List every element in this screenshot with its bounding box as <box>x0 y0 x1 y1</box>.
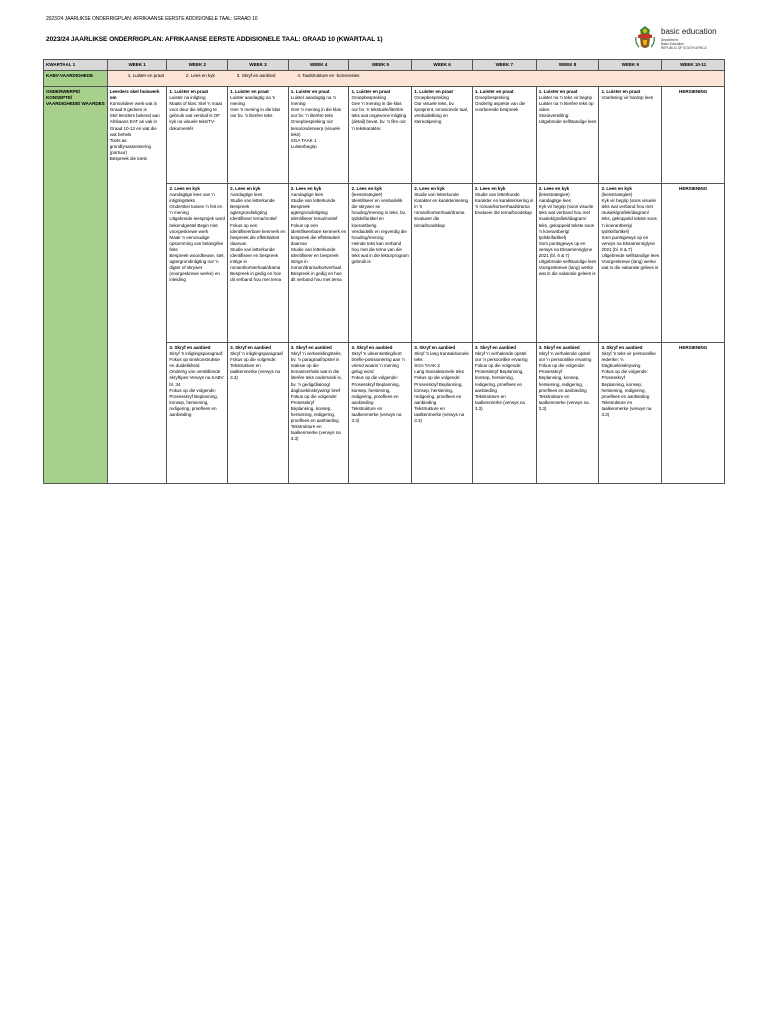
cell-heading: 2. Lees en kyk <box>230 186 261 191</box>
cell-line: Bespreek agtergrondinligting <box>230 204 267 216</box>
cell-line: Karakter en karakterisering in 'n roman/kortverhaal/drama <box>414 198 469 216</box>
table-cell <box>536 184 599 343</box>
cell-line: Fokus op die volgende: Prosesskryf <box>601 369 648 381</box>
column-header: WEEK 4 <box>288 60 349 71</box>
cell-line: Groepbespreking <box>351 95 386 101</box>
table-cell <box>349 343 412 484</box>
cell-line: Groepbespreking <box>414 95 449 101</box>
cell-line: Fokus op die volgende: <box>290 393 338 399</box>
cell-heading: Leerders skel huiswerk om <box>109 89 160 101</box>
table-cell <box>599 87 662 184</box>
cell-line: Tekstrukture en taalkenmerke (verwys na 3.3) <box>414 405 465 424</box>
cell-line: Som puntsgewys op en verwys na Eksamenriglyne 2021 (bl. 6 & 7) <box>538 240 593 259</box>
cell-line: Tekstrukture en taalkenmerke (verwys na 3.3) <box>290 424 341 442</box>
cell-line: Studie van letterkunde <box>414 192 459 198</box>
cell-heading: 3. Skryf en aanbied <box>414 345 456 350</box>
cell-line: Beplanning, konsep, hersiening, redigering, proeflees en aanbieding <box>290 405 339 424</box>
revision-cell <box>662 87 725 184</box>
cell-line: Groepbespreking <box>474 95 510 101</box>
logo-subtext: Department: Basic Education REPUBLIC OF SOUTH AFRICA <box>661 38 707 50</box>
cell-line: Beplanning, konsep, hersiening, redigering, proeflees en aanbieding <box>538 375 587 393</box>
cell-line: Gee 'n mening in die klas oor bv. 'n literêre teks <box>290 107 341 119</box>
cell-line: Groepbespreking oor tema/onderwerp (visuele teks) <box>290 119 340 137</box>
table-cell <box>228 343 289 484</box>
cell-line: Skryf 'n teks vir persoonlike redenke: 'n Dagboekinskrywing <box>601 351 656 369</box>
cell-line: Evalueer die tema/boodskap <box>414 216 445 228</box>
cell-heading: 2. Lees en kyk <box>474 186 506 191</box>
cell-heading: 1. Luister en praat <box>474 89 514 94</box>
cell-line: Konsolideer werk wat in Graad 9 gedoen is <box>109 101 158 113</box>
cell-line: Skryf 'n inligtingsparagraaf: Fokus op sinskonstruksie en duidelikheid <box>169 351 224 369</box>
cell-line: (leesstrategieë) <box>601 192 633 198</box>
cell-line: Kyk vir begrip (soos visuele teks wat verband hou met musiek/grafiek/diagram/ teks, gekoppeld tekste soos 'n koerantberig/ tydskrifartikel) <box>601 198 657 234</box>
table-cell <box>349 184 412 343</box>
revision-cell <box>662 184 725 343</box>
table-cell <box>167 184 228 343</box>
cell-heading: 3. Skryf en aanbied <box>290 345 332 350</box>
cell-line: Fokus op een identifiseerbare kenmerk en bespreek die effektiwiteit daarvan <box>230 222 286 246</box>
cell-line: Onderskei tussen 'n feit en 'n mening <box>169 204 223 216</box>
skill-item: 3. Skryf en aanbied <box>236 73 276 78</box>
cell-line: Storievertelling: <box>538 113 570 119</box>
cell-line: Fokus op die volgende: Prosesskryf Beplanning, konsep, hersiening, redigering, proeflees en aanbieding <box>169 387 218 418</box>
cell-line: Luister na 'n teks vir begrip <box>538 95 592 101</box>
table-cell <box>412 184 473 343</box>
cell-line: Verduidelik en regverdig die houding/mening <box>351 228 407 240</box>
cell-line: Aandagtige lees van 'n inligtingsteks <box>169 192 215 204</box>
cell-line: Karakter en karakterisering in 'n roman/kortverhaal/drama <box>474 198 534 210</box>
cell-heading: 1. Luister en praat <box>169 89 209 94</box>
cell-line: Tekstrukture en taalkenmerke (verwys na 3.3) <box>351 405 402 424</box>
cell-line: (leesstrategieë) <box>538 192 570 198</box>
cell-line: Skryf 'n verhalende opstel oor 'n persoonlike ervaring <box>474 351 528 363</box>
column-header: WEEK 9 <box>599 60 662 71</box>
cell-line: Luister aandagtig na 'n mening <box>290 95 336 107</box>
cell-heading: 3. Skryf en aanbied <box>230 345 272 350</box>
cell-line: Prosesskryf <box>290 399 315 405</box>
cell-heading: HERSIENING <box>679 89 708 94</box>
cell-line: Fokus op die volgende: Prosesskryf Beplanning, konsep, hersiening, redigering, proeflees en aanbieding <box>351 375 400 405</box>
cell-heading: 2. Lees en kyk <box>169 186 200 191</box>
cell-heading: 3. Skryf en aanbied <box>601 345 643 350</box>
skills-label: KABV-VAARDIGHEDE <box>44 71 108 87</box>
topics-label: ONDERWERPE/ KONSEPTE/ VAARDIGHEDE/ WAARDES <box>44 87 108 484</box>
column-header: WEEK 8 <box>536 60 599 71</box>
cell-line: Bespreek in gedig en hoe dit verband hou met tema <box>290 271 342 283</box>
cell-line: Fokus op die volgende: Prosesskryf Beplanning, konsep, hersiening, redigering, proeflees en aanbieding <box>414 375 463 405</box>
cell-line: Skryf 'n verbeeldingsteks, bv. 'n paragraaf/opstel in reaksie op die temas/verhale wat in die literêre teks ondersoek is, bv. 'n gedig/dialoog/ dagboekinskrywing/ brief <box>290 351 342 393</box>
cell-line: Onderrig van verskillende skryftipes Verwys na KABV bl. 34 <box>169 369 224 387</box>
cell-line: Voorlesing vir hardop lees <box>601 95 653 101</box>
table-cell <box>288 343 349 484</box>
table-cell <box>228 184 289 343</box>
table-cell <box>472 184 536 343</box>
table-cell <box>599 343 662 484</box>
annual-teaching-plan-table <box>43 59 725 484</box>
cell-heading: 3. Skryf en aanbied <box>538 345 580 350</box>
department-logo <box>634 24 744 54</box>
cell-line: Luister na 'n literêre teks op video <box>538 101 594 113</box>
cell-line: Uitgebreide leesprojek word bekendgestel Begin met voorgeskrewe werk <box>169 216 226 234</box>
skills-row <box>44 71 725 87</box>
table-cell <box>228 87 289 184</box>
cell-line: Gee 'n mening in die klas oor bv. 'n tekstuele/literêre teks wat ongewone inligting (detail) bevat, bv. 'n film oor 'n tekskarakter. <box>351 101 407 131</box>
cell-heading: 1. Luister en praat <box>230 89 269 94</box>
cell-line: Tekstrukture en taalkenmerke (verwys na 3.3) <box>538 393 589 411</box>
week1-cell <box>107 87 167 484</box>
column-header: KWARTAAL 1 <box>44 60 108 71</box>
table-cell <box>349 87 412 184</box>
column-header: WEEK 7 <box>472 60 536 71</box>
cell-line: Lang transaksionele teks <box>414 369 464 375</box>
cell-line: Fokus op een identifiseerbare kenmerk en bespreek die effektiwiteit daarvan <box>290 222 347 246</box>
cell-line: Tekstrukture en taalkenmerke (verwys na 3.3) <box>230 363 281 381</box>
cell-line: Identifiseer en bespreek intrige in roman/kortverhaal/drama <box>230 253 281 271</box>
cell-line: Luisterbegrip <box>290 143 317 149</box>
cell-heading: 3. Skryf en aanbied <box>169 345 211 350</box>
skills-list <box>107 71 724 87</box>
document-title: 2023/24 JAARLIKSE ONDERRIGPLAN: AFRIKAANSE EERSTE ADDISIONELE TAAL: GRAAD 10 (KWARTAAL 1) <box>46 36 383 43</box>
cell-line: SGA TAAK 1 <box>290 137 317 143</box>
cell-heading: 1. Luister en praat <box>351 89 391 94</box>
cell-line: Aandagtige lees <box>230 192 263 198</box>
cell-line: Identifiseer tema/motief <box>290 216 338 222</box>
revision-cell <box>662 343 725 484</box>
table-cell <box>288 184 349 343</box>
table-cell <box>472 343 536 484</box>
cell-line: Fokus op die volgende: <box>230 357 277 363</box>
cell-line: Studie van letterkunde <box>474 192 520 198</box>
cell-heading: 2. Lees en kyk <box>538 186 570 191</box>
cell-line: Skryf 'n uiteensetting/kort briefie-posisionering aan 'n vriend waarin 'n mening gelug word <box>351 351 405 375</box>
table-cell <box>599 184 662 343</box>
cell-line: Stel leerders bekend aan Afrikaans EAT as vak in Graad 10-12 en wat die vak behels <box>109 113 160 137</box>
cell-line: Heinde teks kan verband hou met die tema van die teks wat in die lekturprogram gebruik is <box>351 240 409 265</box>
column-header: WEEK 5 <box>349 60 412 71</box>
cell-line: Studie van letterkunde <box>230 246 275 252</box>
cell-line: Bespreek in gedig en hoe dit verband hou met tema <box>230 271 282 283</box>
cell-heading: 1. Luister en praat <box>290 89 330 94</box>
cell-line: Skryf 'n inligtingsparagraaf <box>230 351 283 357</box>
column-header: WEEK 6 <box>412 60 473 71</box>
cell-line: SGA TAAK 2 <box>414 363 440 369</box>
cell-line: Gee 'n mening in die klas oor bv. 'n literêre teks <box>230 107 281 119</box>
cell-line: Aandagtige lees <box>538 198 571 204</box>
cell-line: Skryf 'n lang transaksionele teks <box>414 351 469 363</box>
column-header: WEEK 2 <box>167 60 228 71</box>
cell-line: Tekstrukture en taalkenmerke (verwys na 3.3) <box>474 393 525 411</box>
coat-of-arms-icon <box>634 25 656 51</box>
cell-line: Studie van letterkunde <box>290 198 336 204</box>
cell-line: Studie van letterkunde <box>230 198 275 204</box>
cell-heading: 1. Luister en praat <box>538 89 578 94</box>
skill-item: 1. Luister en praat <box>127 73 164 78</box>
cell-line: Som puntsgewys op en verwys na Eksamenriglyne 2021 (bl. 6 & 7) <box>601 234 655 252</box>
cell-line: Bespreek die toets <box>109 156 147 162</box>
cell-line: Kyk vir begrip (soos visuele teks wat verband hou met musiek/grafiek/diagram/ teks, gekoppeld tekste soos 'n koerantberig/ tydskrifartikel) <box>538 204 595 240</box>
cell-heading: 3. Skryf en aanbied <box>474 345 516 350</box>
table-cell <box>288 87 349 184</box>
table-cell <box>167 87 228 184</box>
cell-line: Luister na inligting <box>169 95 206 101</box>
table-cell <box>536 343 599 484</box>
cell-heading: 2. Lees en kyk <box>290 186 322 191</box>
skill-item: 2. Lees en kyk <box>185 73 215 78</box>
cell-line: Bespreek woordkeuse, stel, agtergrondinligting oor 'n digter of skrywer (voorgeskrewe werke) en inleiding <box>169 253 225 283</box>
cell-line: Oor visuele teks, bv. spotprent, emosionele taal, verduideliking en stereotipering <box>414 101 469 125</box>
cell-heading: HERSIENING <box>679 186 708 191</box>
cell-line: Voorgeskrewe (lang) werke wat in die vakansie gelees is <box>601 259 659 271</box>
column-header: WEEK 1 <box>107 60 167 71</box>
cell-line: Toets as grondlynassessering (portuur) <box>109 137 151 155</box>
cell-line: Tekstrukture en taalkenmerke (verwys na 3.3) <box>601 399 652 418</box>
cell-line: Identifiseer en verduidelik die skrywer se houding/mening in teks, bv. tydskrifartikel en koerantberig <box>351 198 406 228</box>
cell-heading: 2. Lees en kyk <box>351 186 382 191</box>
column-header: WEEK 10-11 <box>662 60 725 71</box>
cell-heading: 2. Lees en kyk <box>601 186 632 191</box>
cell-heading: 1. Luister en praat <box>601 89 641 94</box>
cell-line: Fokus op die volgende: Prosesskryf Beplanning, konsep, hersiening, redigering, proeflees en aanbieding <box>474 363 524 393</box>
cell-line: Evalueer die tema/boodskap <box>474 210 532 216</box>
header-row <box>44 60 725 71</box>
cell-heading: HERSIENING <box>679 345 708 350</box>
cell-line: Skryf 'n verhalende opstel oor 'n persoonlike ervaring <box>538 351 592 363</box>
cell-heading: 1. Luister en praat <box>414 89 453 94</box>
document-running-header: 2023/24 JAARLIKSE ONDERRIGPLAN: AFRIKAANSE EERSTE ADDISIONELE TAAL: GRAAD 10 <box>46 16 258 22</box>
logo-brand-text: basic education <box>661 27 717 36</box>
table-cell <box>412 87 473 184</box>
cell-line: Fokus op die volgende: Prosesskryf <box>538 363 586 375</box>
table-cell <box>536 87 599 184</box>
cell-line: Aandagtige lees <box>290 192 323 198</box>
cell-heading: 3. Skryf en aanbied <box>351 345 393 350</box>
cell-line: (leesstrategieë) <box>351 192 383 198</box>
cell-line: Maak 'n eenvoudige opsomming van belangrike feite <box>169 234 224 252</box>
cell-line: Uitgebreide selfstandige lees <box>538 119 597 125</box>
cell-line: Uitgebreide selfstandige lees <box>601 253 659 259</box>
cell-line: Luister aandagtig na 'n mening <box>230 95 276 107</box>
table-cell <box>472 87 536 184</box>
table-cell <box>412 343 473 484</box>
table-row <box>44 87 725 184</box>
cell-line: Onderrig aspekte van die voorbereide bespreek <box>474 101 526 113</box>
cell-line: Studie van letterkunde Identifiseer en bespreek intrige in roman/drama/kortverhaal <box>290 246 341 271</box>
cell-line: Maats of klas: Stel 'n maat voor deur die inligting te gebruik wat verskaf is OF kyk na visuele teks/TV-dokumentêr <box>169 101 222 131</box>
cell-line: Beplanning, konsep, hersiening, redigering, proeflees en aanbieding <box>601 381 650 399</box>
skill-item: 4. Taalstrukture en -konvensies <box>297 73 360 78</box>
cell-heading: 2. Lees en kyk <box>414 186 445 191</box>
cell-line: Identifiseer tema/motief <box>230 216 277 222</box>
column-header: WEEK 3 <box>228 60 289 71</box>
table-cell <box>167 343 228 484</box>
cell-line: Bespreek agtergrondinligting <box>290 204 328 216</box>
cell-line: Uitgebreide selfstandige lees <box>538 259 597 265</box>
cell-line: Voorgeskrewe (lang) werke wat in die vakansie gelees is <box>538 265 596 277</box>
